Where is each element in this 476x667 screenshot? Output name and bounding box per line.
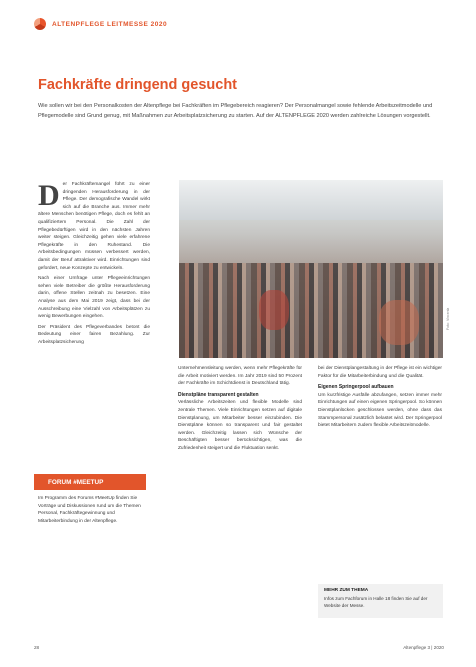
footer-publication: Altenpflege 3 | 2020 xyxy=(403,645,444,650)
section-label: ALTENPFLEGE LEITMESSE 2020 xyxy=(52,20,168,28)
forum-banner: FORUM #MEETUP xyxy=(34,474,146,490)
exhibition-photo xyxy=(179,180,443,358)
photo-credit: Foto: Vincentz xyxy=(446,307,450,330)
column-2-text-2: Verlässliche Arbeitszeiten und flexible Modelle sind zentrale Themen. Viele Einrichtungen setzen auf digitale Dienstplanung, um Mitarbeiter besser einzubinden. Die Dienstpläne können so transparent und fair gestaltet werden. Gleichzeitig lassen sich Wünsche der Beschäftigten besser berücksichtigen, was die Zufriedenheit steigert und die Fluktuation senkt. xyxy=(178,400,302,451)
section-header xyxy=(34,17,167,31)
page-footer xyxy=(34,645,444,653)
column-1 xyxy=(38,181,150,346)
info-box-text: Infos zum Fachforum in Halle 18 finden Sie auf der Website der Messe. xyxy=(324,596,428,608)
column-1-text-3: Der Präsident des Pflegeverbandes betont die Bedeutung einer fairen Bezahlung. Zur Arbeitsplatzsicherung xyxy=(38,324,150,345)
page-number: 28 xyxy=(34,645,40,650)
column-1-text-2: Nach einer Umfrage unter Pflegeeinrichtungen sehen viele Betreiber die größte Herausforderung darin, offene Stellen zeitnah zu besetzen. Eine Analyse aus dem Mai 2019 zeigt, dass bei der Ausschreibung eine Vielzahl von Arbeitsplätzen zu wenig Bewerbungen eingehen. xyxy=(38,276,150,320)
drop-cap: D xyxy=(38,179,60,212)
info-box-title: MEHR ZUM THEMA xyxy=(324,588,369,593)
article-title: Fachkräfte dringend gesucht xyxy=(38,77,238,93)
logo-icon xyxy=(34,18,46,30)
info-box xyxy=(318,584,443,618)
column-3-subhead: Eigenen Springerpool aufbauen xyxy=(318,384,394,391)
column-1-text: er Fachkräftemangel führt zu einer dringenden Herausforderung in der Pflege. Der demografische Wandel wirkt sich auf die Branche aus. Immer mehr ältere Menschen benötigen Pflege, doch es fehlt an qualifiziertem Personal. Die Zahl der Pflegebedürftigen wird in den nächsten Jahren weiter steigen. Gleichzeitig gehen viele erfahrene Pflegekräfte in den Ruhestand. Die Arbeitsbedingungen müssen verbessert werden, damit der Beruf attraktiver wird. Einrichtungen sind gefordert, neue Konzepte zu entwickeln. xyxy=(38,182,150,271)
column-2-subhead: Dienstpläne transparent gestalten xyxy=(178,391,259,398)
article-intro: Wie sollen wir bei den Personalkosten der Altenpflege bei Fachkräften im Pflegebereich reagieren? Der Personalmangel sowie fehlende Arbeitszeitmodelle und Pflegemodelle sind Grund genug, mit Maßnahmen zur Arbeitsplatzsicherung zu starten. Auf der ALTENPFLEGE 2020 werden zahlreiche Lösungen vorgestellt. xyxy=(38,103,433,119)
column-3-text-2: Um kurzfristige Ausfälle abzufangen, setzen immer mehr Einrichtungen auf einen eigenen Springerpool. So können Dienstplanlücken geschlossen werden, ohne dass das Stammpersonal zusätzlich belastet wird. Der Springerpool bietet Mitarbeitern zudem flexible Arbeitszeitmodelle. xyxy=(318,392,442,429)
column-3-text: bei der Dienstplangestaltung in der Pflege ist ein wichtiger Faktor für die Mitarbeiterbindung und die Qualität. xyxy=(318,366,442,379)
column-2 xyxy=(178,365,302,453)
forum-text: Im Programm des Forums #MeetUp finden Sie Vorträge und Diskussionen rund um die Themen Personal, Fachkräftegewinnung und Mitarbeiterbindung in der Altenpflege. xyxy=(38,496,141,524)
column-2-text: Unternehmensleitung werden, wenn mehr Pflegekräfte für die Arbeit motiviert werden. Im Jahr 2019 sind 50 Prozent der Fachkräfte im Schichtdienst in Deutschland tätig. xyxy=(178,366,302,387)
column-3 xyxy=(318,365,442,430)
